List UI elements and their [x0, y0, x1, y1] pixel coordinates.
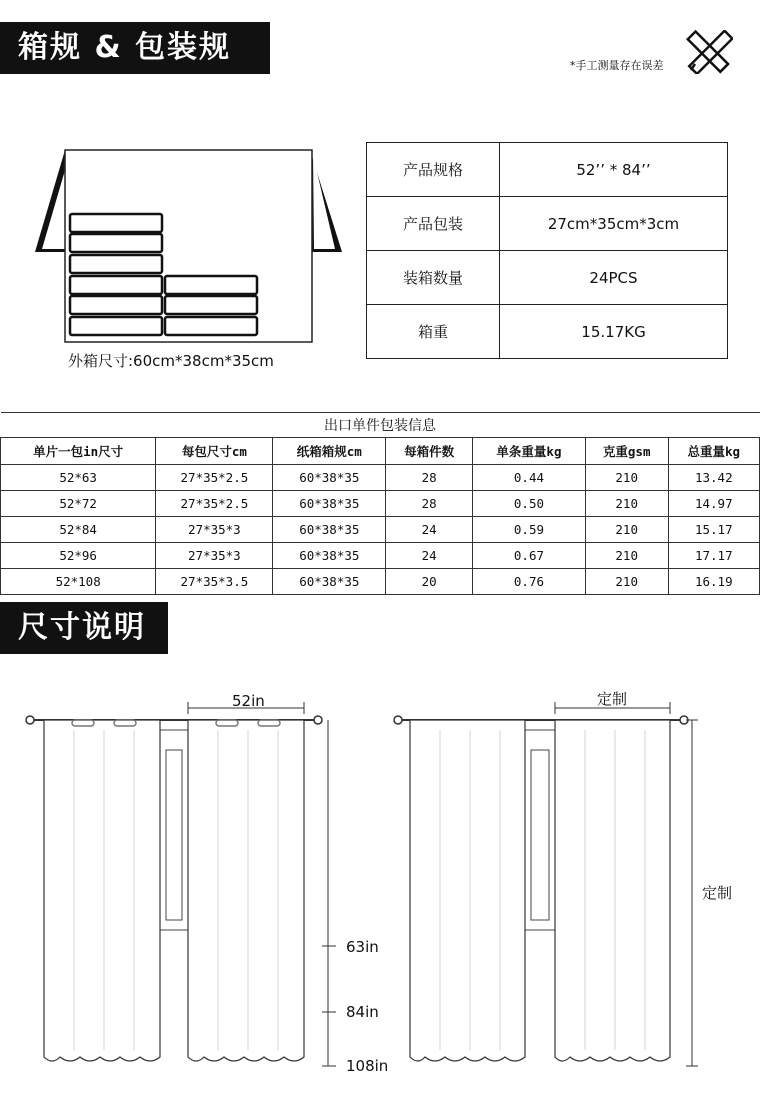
length-label-108: 108in: [346, 1057, 389, 1075]
table-caption: 出口单件包装信息: [1, 413, 760, 438]
table-cell: 15.17: [668, 517, 759, 543]
curtain-dimension-illustration: [0, 680, 760, 1090]
column-header: 克重gsm: [585, 438, 668, 465]
table-cell: 0.67: [473, 543, 586, 569]
table-cell: 52*108: [1, 569, 156, 595]
table-cell: 17.17: [668, 543, 759, 569]
column-header: 每包尺寸cm: [156, 438, 273, 465]
table-cell: 210: [585, 543, 668, 569]
spec-label: 产品规格: [367, 143, 500, 197]
export-info-table: [0, 412, 760, 595]
spec-label: 装箱数量: [367, 251, 500, 305]
column-header: 单条重量kg: [473, 438, 586, 465]
width-label-left: 52in: [232, 692, 265, 710]
table-cell: 60*38*35: [273, 491, 386, 517]
table-cell: 27*35*3.5: [156, 569, 273, 595]
table-cell: 20: [386, 569, 473, 595]
carton-illustration: [30, 145, 350, 345]
table-cell: 28: [386, 465, 473, 491]
table-cell: 210: [585, 569, 668, 595]
length-label-84: 84in: [346, 1003, 379, 1021]
table-cell: 52*96: [1, 543, 156, 569]
table-cell: 0.76: [473, 569, 586, 595]
table-cell: 60*38*35: [273, 465, 386, 491]
table-cell: 210: [585, 517, 668, 543]
spec-value: 27cm*35cm*3cm: [500, 197, 728, 251]
table-row: [1, 569, 760, 595]
table-row: [1, 465, 760, 491]
table-cell: 210: [585, 491, 668, 517]
table-row: [367, 143, 728, 197]
table-row: [1, 543, 760, 569]
carton-size-caption: 外箱尺寸:60cm*38cm*35cm: [68, 352, 274, 370]
length-label-custom: 定制: [702, 884, 733, 902]
length-label-63: 63in: [346, 938, 379, 956]
section-title-dimensions: 尺寸说明: [0, 602, 168, 654]
column-header: 每箱件数: [386, 438, 473, 465]
column-header: 单片一包in尺寸: [1, 438, 156, 465]
table-cell: 28: [386, 491, 473, 517]
table-row: [367, 251, 728, 305]
table-cell: 60*38*35: [273, 569, 386, 595]
table-row: [367, 197, 728, 251]
spec-table: [366, 142, 728, 359]
table-cell: 210: [585, 465, 668, 491]
spec-value: 15.17KG: [500, 305, 728, 359]
table-cell: 0.50: [473, 491, 586, 517]
table-cell: 52*84: [1, 517, 156, 543]
spec-label: 箱重: [367, 305, 500, 359]
table-cell: 24: [386, 543, 473, 569]
table-cell: 27*35*3: [156, 517, 273, 543]
measurement-note: *手工测量存在误差: [570, 59, 664, 72]
table-row: [1, 491, 760, 517]
pencil-ruler-icon: [685, 30, 733, 74]
spec-label: 产品包装: [367, 197, 500, 251]
table-header-row: [1, 438, 760, 465]
table-cell: 27*35*3: [156, 543, 273, 569]
spec-value: 24PCS: [500, 251, 728, 305]
column-header: 纸箱箱规cm: [273, 438, 386, 465]
table-cell: 13.42: [668, 465, 759, 491]
column-header: 总重量kg: [668, 438, 759, 465]
table-cell: 52*72: [1, 491, 156, 517]
table-row: [367, 305, 728, 359]
table-cell: 0.44: [473, 465, 586, 491]
table-row: [1, 517, 760, 543]
table-cell: 60*38*35: [273, 543, 386, 569]
spec-value: 52’’ * 84’’: [500, 143, 728, 197]
table-cell: 52*63: [1, 465, 156, 491]
table-cell: 14.97: [668, 491, 759, 517]
table-cell: 24: [386, 517, 473, 543]
table-cell: 27*35*2.5: [156, 491, 273, 517]
width-label-custom: 定制: [597, 690, 628, 708]
table-cell: 60*38*35: [273, 517, 386, 543]
table-cell: 0.59: [473, 517, 586, 543]
table-cell: 16.19: [668, 569, 759, 595]
section-title-packing: 箱规 & 包装规格: [0, 22, 270, 74]
table-cell: 27*35*2.5: [156, 465, 273, 491]
